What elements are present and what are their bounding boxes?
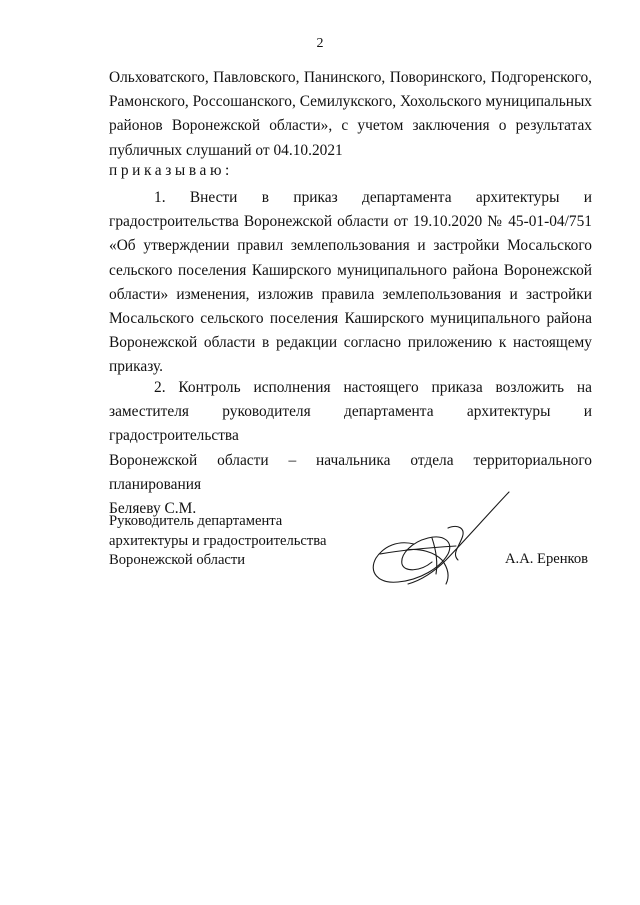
item-1-line: сельского поселения Каширского муниципального района Воронежской (109, 261, 592, 279)
item-2-line: 2. Контроль исполнения настоящего приказа возложить на (154, 379, 592, 396)
intro-line: районов Воронежской области», с учетом заключения о результатах (109, 117, 592, 135)
handwritten-signature (362, 488, 532, 598)
signatory-position-line: Руководитель департамента (109, 513, 283, 529)
intro-line: Ольховатского, Павловского, Панинского, Поворинского, Подгоренского, (109, 69, 592, 86)
item-1-line: приказу. (109, 358, 164, 376)
item-1-line: «Об утверждении правил землепользования и застройки Мосальского (109, 237, 592, 255)
intro-line: Рамонского, Россошанского, Семилукского, Хохольского муниципальных (109, 93, 592, 111)
signatory-position-line: архитектуры и градостроительства (109, 532, 327, 549)
signatory-position-line: Воронежской области (109, 552, 246, 568)
item-1-paragraph (109, 186, 592, 380)
item-2-line: Беляеву С.М. (109, 500, 197, 518)
item-1-line: Мосальского сельского поселения Каширского муниципального района (109, 310, 592, 328)
item-1-line: области» изменения, изложив правила землепользования и застройки (109, 285, 592, 303)
intro-line: публичных слушаний от 04.10.2021 (109, 141, 343, 159)
page-number: 2 (316, 36, 324, 51)
item-1-line: Воронежской области в редакции согласно приложению к настоящему (109, 334, 592, 352)
signatory-position (109, 512, 389, 571)
item-2-line: Воронежской области – начальника отдела территориального планирования (109, 451, 592, 493)
item-1-line: 1. Внести в приказ департамента архитектуры и (154, 189, 592, 206)
order-word: приказываю: (109, 162, 233, 179)
item-2-line: заместителя руководителя департамента архитектуры и градостроительства (109, 403, 592, 445)
signatory-name: А.А. Еренков (505, 551, 589, 567)
item-1-line: градостроительства Воронежской области от 19.10.2020 № 45-01-04/751 (109, 213, 592, 231)
intro-paragraph (109, 66, 592, 163)
